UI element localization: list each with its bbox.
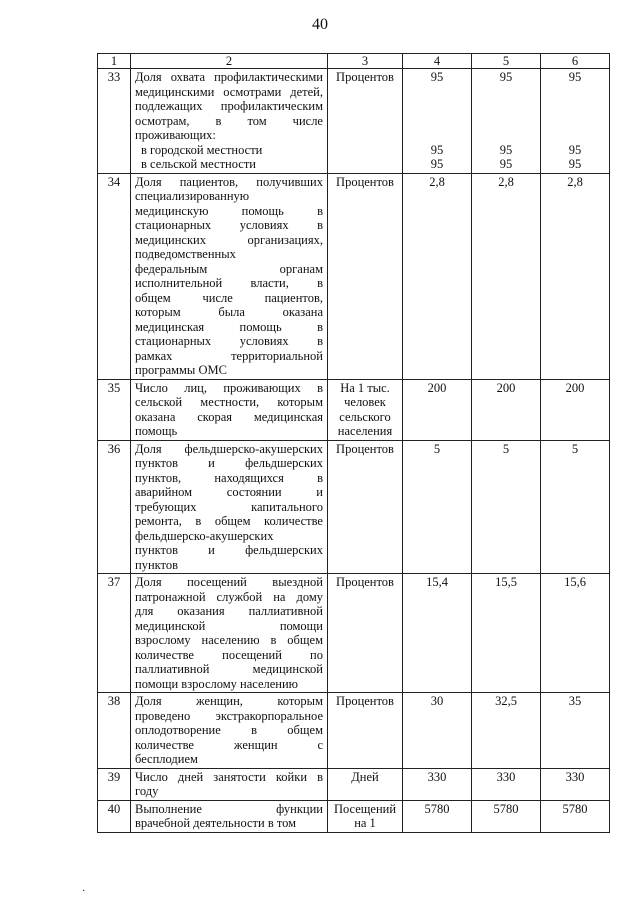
indicator-line: требующих капитального <box>135 499 323 514</box>
row-number-cell <box>98 69 131 174</box>
header-cell: 1 <box>98 54 131 69</box>
value-cell <box>472 800 541 832</box>
unit-line: Процентов <box>336 575 394 589</box>
indicator-line: ремонта, в общем количестве <box>135 514 323 528</box>
indicators-table <box>97 53 610 833</box>
value-cell <box>403 440 472 574</box>
indicator-line: медицинской помощи <box>135 618 323 633</box>
unit-line: Посещений <box>333 801 397 816</box>
indicator-line: Доля женщин, которым <box>135 694 323 708</box>
indicator-line: проживающих: <box>135 128 216 142</box>
unit-cell <box>328 379 403 440</box>
indicator-line: сельской местности, которым <box>135 395 323 409</box>
indicator-cell <box>131 800 328 832</box>
value: 95 <box>568 157 582 171</box>
value-cell <box>472 379 541 440</box>
row-number: 38 <box>107 694 121 708</box>
indicator-line: оказана скорая медицинская <box>135 409 323 424</box>
table-row <box>98 574 610 693</box>
value <box>407 99 467 114</box>
value: 5780 <box>562 801 588 816</box>
value: 30 <box>430 694 444 708</box>
value-cell <box>403 768 472 800</box>
value: 2,8 <box>498 174 514 189</box>
value: 32,5 <box>495 694 517 708</box>
unit-cell <box>328 768 403 800</box>
value: 15,5 <box>495 575 517 589</box>
value: 15,4 <box>426 575 448 589</box>
value: 95 <box>568 142 582 157</box>
value: 2,8 <box>567 174 583 189</box>
indicator-line: пунктов и фельдшерских <box>135 456 323 470</box>
value: 200 <box>565 380 585 395</box>
indicator-line: медицинская помощь в <box>135 319 323 334</box>
indicator-line: патронажной службой на дому <box>135 589 323 604</box>
value: 200 <box>427 380 447 395</box>
margin-mark: · <box>82 886 86 897</box>
unit-cell <box>328 800 403 832</box>
value: 5 <box>502 441 510 456</box>
row-number: 35 <box>107 380 121 395</box>
row-number: 37 <box>107 575 121 589</box>
value: 330 <box>496 769 516 784</box>
table-row <box>98 440 610 574</box>
indicator-cell <box>131 69 328 174</box>
value-cell <box>472 693 541 769</box>
unit-cell <box>328 440 403 574</box>
value: 15,6 <box>564 575 586 589</box>
indicator-line: количестве женщин с <box>135 737 323 752</box>
value: 95 <box>430 70 444 84</box>
value: 5 <box>433 441 441 456</box>
value: 330 <box>565 769 585 784</box>
header-cell: 4 <box>403 54 472 69</box>
unit-line: Процентов <box>336 70 394 84</box>
indicator-line: медицинскими осмотрами детей, <box>135 84 323 99</box>
row-number-cell <box>98 574 131 693</box>
indicator-line: медицинских организациях, <box>135 232 323 247</box>
value-cell <box>472 173 541 379</box>
value: 95 <box>499 142 513 157</box>
value: 5780 <box>424 801 450 816</box>
value: 5780 <box>493 801 519 816</box>
table-row <box>98 800 610 832</box>
value: 330 <box>427 769 447 784</box>
row-number: 33 <box>107 70 121 84</box>
value-cell <box>541 768 610 800</box>
indicator-line: Доля пациентов, получивших <box>135 174 323 189</box>
indicator-line: Доля фельдшерско-акушерских <box>135 441 323 456</box>
value: 95 <box>568 70 582 84</box>
value-cell <box>541 800 610 832</box>
value: 95 <box>499 70 513 84</box>
unit-line: Процентов <box>336 694 394 708</box>
table-row <box>98 69 610 174</box>
page-number: 40 <box>312 16 328 33</box>
indicator-line: федеральным органам <box>135 261 323 276</box>
row-number-cell <box>98 440 131 574</box>
table-row <box>98 693 610 769</box>
value <box>407 114 467 129</box>
indicator-line: году <box>135 784 159 798</box>
unit-cell <box>328 69 403 174</box>
indicator-line: подведомственных <box>135 247 236 261</box>
unit-line: на 1 <box>354 816 376 830</box>
value <box>545 99 605 114</box>
unit-line: человек <box>344 395 386 409</box>
value <box>545 128 605 143</box>
value <box>545 114 605 129</box>
value <box>407 85 467 100</box>
indicator-line: пунктов <box>135 557 178 572</box>
indicator-sub-line: в сельской местности <box>141 157 256 171</box>
value: 5 <box>571 441 579 456</box>
unit-cell <box>328 574 403 693</box>
value: 95 <box>430 142 444 157</box>
indicator-line: Доля охвата профилактическими <box>135 70 323 84</box>
table-row <box>98 173 610 379</box>
indicator-cell <box>131 379 328 440</box>
indicator-line: подлежащих профилактическим <box>135 99 323 113</box>
indicator-cell <box>131 440 328 574</box>
unit-line: На 1 тыс. <box>340 380 390 395</box>
indicator-line: количестве посещений по <box>135 647 323 662</box>
indicator-line: общем числе пациентов, <box>135 290 323 305</box>
unit-line: населения <box>337 424 393 438</box>
value-cell <box>541 440 610 574</box>
value-cell <box>472 768 541 800</box>
value-cell <box>403 379 472 440</box>
indicator-line: паллиативной медицинской <box>135 662 323 676</box>
table-row <box>98 379 610 440</box>
value: 200 <box>496 380 516 395</box>
indicator-cell <box>131 768 328 800</box>
row-number-cell <box>98 800 131 832</box>
indicator-line: осмотрам, в том числе <box>135 113 323 128</box>
value <box>476 114 536 129</box>
indicator-line: пунктов, находящихся в <box>135 470 323 485</box>
value: 2,8 <box>429 174 445 189</box>
value-cell <box>472 574 541 693</box>
value <box>476 128 536 143</box>
indicator-line: взрослому населению в общем <box>135 633 323 647</box>
header-cell: 3 <box>328 54 403 69</box>
table-header-row <box>98 54 610 69</box>
indicator-line: медицинскую помощь в <box>135 203 323 218</box>
indicator-line: исполнительной власти, в <box>135 276 323 290</box>
row-number-cell <box>98 379 131 440</box>
value-cell <box>541 693 610 769</box>
unit-line: Процентов <box>336 441 394 456</box>
table-row <box>98 768 610 800</box>
indicator-cell <box>131 173 328 379</box>
value-cell <box>541 69 610 174</box>
indicator-line: помощь <box>135 424 178 438</box>
indicator-line: помощи взрослому населению <box>135 676 299 691</box>
header-cell: 2 <box>131 54 328 69</box>
unit-line: Процентов <box>336 174 394 189</box>
header-cell: 6 <box>541 54 610 69</box>
row-number-cell <box>98 768 131 800</box>
indicator-line: аварийном состоянии и <box>135 485 323 499</box>
value <box>407 128 467 143</box>
indicator-line: которым была оказана <box>135 305 323 319</box>
value-cell <box>541 574 610 693</box>
indicator-line: бесплодием <box>135 752 198 766</box>
header-cell: 5 <box>472 54 541 69</box>
value <box>476 85 536 100</box>
value-cell <box>472 69 541 174</box>
indicator-line: проведено экстракорпоральное <box>135 708 323 723</box>
indicator-line: пунктов и фельдшерских <box>135 543 323 557</box>
indicator-line: стационарных условиях в <box>135 218 323 232</box>
indicator-line: Доля посещений выездной <box>135 575 323 589</box>
value <box>545 85 605 100</box>
value <box>476 99 536 114</box>
value-cell <box>541 379 610 440</box>
row-number: 34 <box>107 174 121 189</box>
value-cell <box>403 574 472 693</box>
indicator-line: стационарных условиях в <box>135 334 323 348</box>
row-number-cell <box>98 173 131 379</box>
indicator-line: Выполнение функции <box>135 801 323 816</box>
value-cell <box>403 800 472 832</box>
indicator-line: врачебной деятельности в том <box>135 816 297 830</box>
unit-cell <box>328 173 403 379</box>
indicator-line: фельдшерско-акушерских <box>135 528 274 543</box>
indicator-line: оплодотворение в общем <box>135 723 323 737</box>
row-number: 36 <box>107 441 121 456</box>
indicator-cell <box>131 693 328 769</box>
value-cell <box>403 693 472 769</box>
indicator-line: Число дней занятости койки в <box>135 769 323 784</box>
value: 95 <box>499 157 513 171</box>
indicator-sub-line: в городской местности <box>141 142 263 157</box>
value-cell <box>541 173 610 379</box>
value-cell <box>403 173 472 379</box>
value: 95 <box>430 157 444 171</box>
indicator-line: специализированную <box>135 189 250 203</box>
indicator-line: программы ОМС <box>135 363 227 377</box>
indicator-line: для оказания паллиативной <box>135 604 323 618</box>
value-cell <box>472 440 541 574</box>
row-number: 39 <box>107 769 121 784</box>
row-number: 40 <box>107 801 121 816</box>
indicator-line: рамках территориальной <box>135 348 323 363</box>
unit-cell <box>328 693 403 769</box>
indicator-cell <box>131 574 328 693</box>
value: 35 <box>568 694 582 708</box>
unit-line: сельского <box>339 409 391 424</box>
row-number-cell <box>98 693 131 769</box>
indicator-line: Число лиц, проживающих в <box>135 380 323 395</box>
value-cell <box>403 69 472 174</box>
unit-line: Дней <box>351 769 379 784</box>
